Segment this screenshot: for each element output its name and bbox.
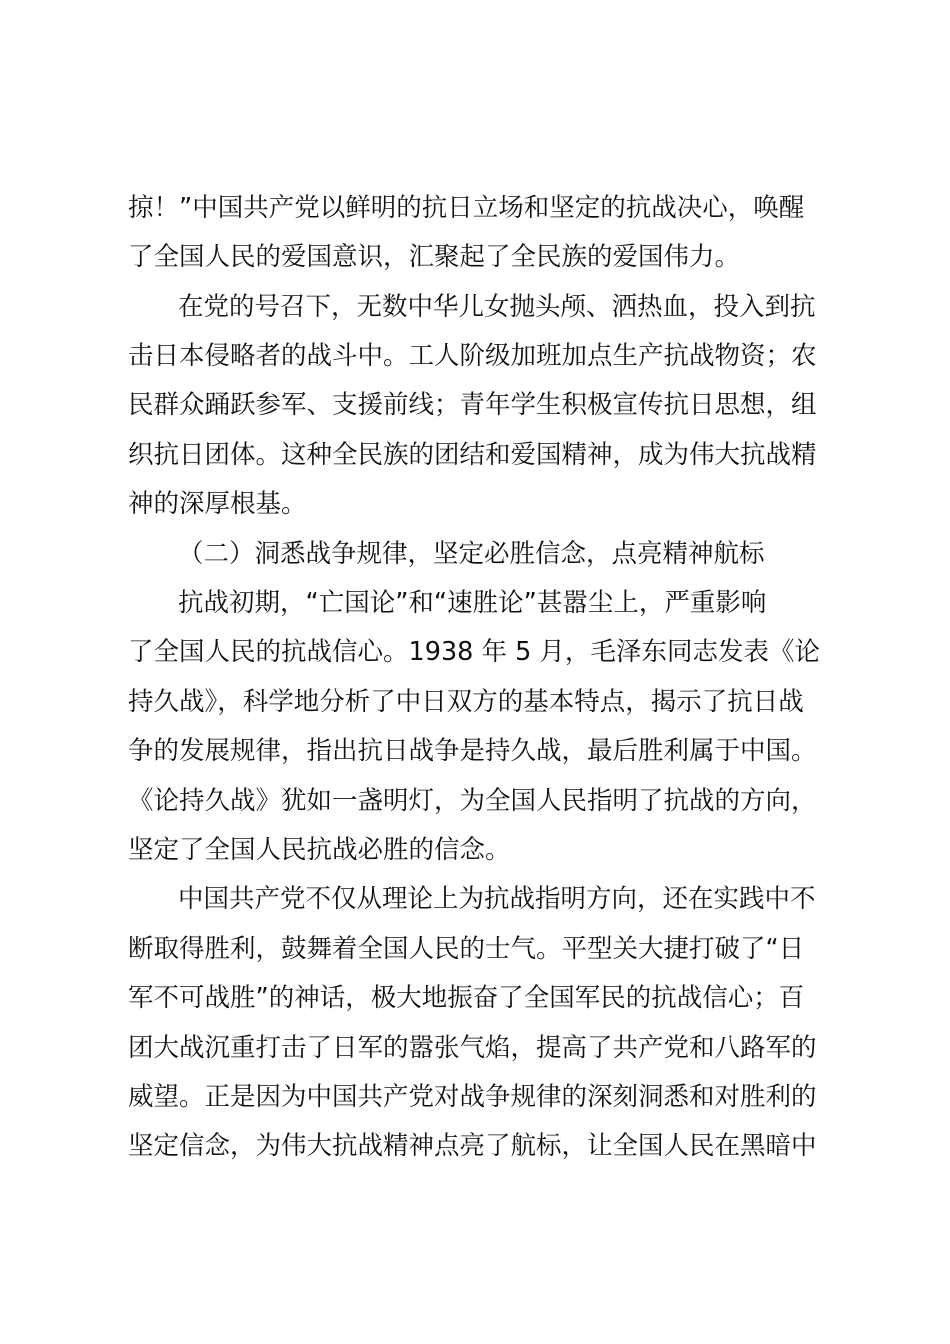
text-line: 坚定信念，为伟大抗战精神点亮了航标，让全国人民在黑暗中 xyxy=(128,1131,817,1161)
text-line: 团大战沉重打击了日军的嚣张气焰，提高了共产党和八路军的 xyxy=(128,1033,817,1063)
paragraph-first-line: 抗战初期，“亡国论”和“速胜论”甚嚣尘上，严重影响 xyxy=(178,588,767,618)
text-line: 《论持久战》犹如一盏明灯，为全国人民指明了抗战的方向， xyxy=(128,786,817,816)
text-line: 织抗日团体。这种全民族的团结和爱国精神，成为伟大抗战精 xyxy=(128,440,817,470)
text-line: 威望。正是因为中国共产党对战争规律的深刻洞悉和对胜利的 xyxy=(128,1082,817,1112)
text-line: 掠！”中国共产党以鲜明的抗日立场和坚定的抗战决心，唤醒 xyxy=(128,193,805,223)
paragraph-first-line: 在党的号召下，无数中华儿女抛头颅、洒热血，投入到抗 xyxy=(178,292,816,322)
text-line: 了全国人民的抗战信心。1938 年 5 月，毛泽东同志发表《论 xyxy=(128,637,820,667)
text-line: 坚定了全国人民抗战必胜的信念。 xyxy=(128,835,511,865)
section-heading: （二）洞悉战争规律，坚定必胜信念，点亮精神航标 xyxy=(178,539,765,569)
text-line: 持久战》，科学地分析了中日双方的基本特点，揭示了抗日战 xyxy=(128,687,804,717)
text-line: 神的深厚根基。 xyxy=(128,489,307,519)
text-line: 断取得胜利，鼓舞着全国人民的士气。平型关大捷打破了“日 xyxy=(128,934,805,964)
text-line: 民群众踊跃参军、支援前线；青年学生积极宣传抗日思想，组 xyxy=(128,390,817,420)
paragraph-first-line: 中国共产党不仅从理论上为抗战指明方向，还在实践中不 xyxy=(178,884,816,914)
text-line: 了全国人民的爱国意识，汇聚起了全民族的爱国伟力。 xyxy=(128,242,741,272)
text-line: 争的发展规律，指出抗日战争是持久战，最后胜利属于中国。 xyxy=(128,736,817,766)
text-line: 击日本侵略者的战斗中。工人阶级加班加点生产抗战物资；农 xyxy=(128,341,817,371)
text-line: 军不可战胜”的神话，极大地振奋了全国军民的抗战信心；百 xyxy=(128,983,805,1013)
